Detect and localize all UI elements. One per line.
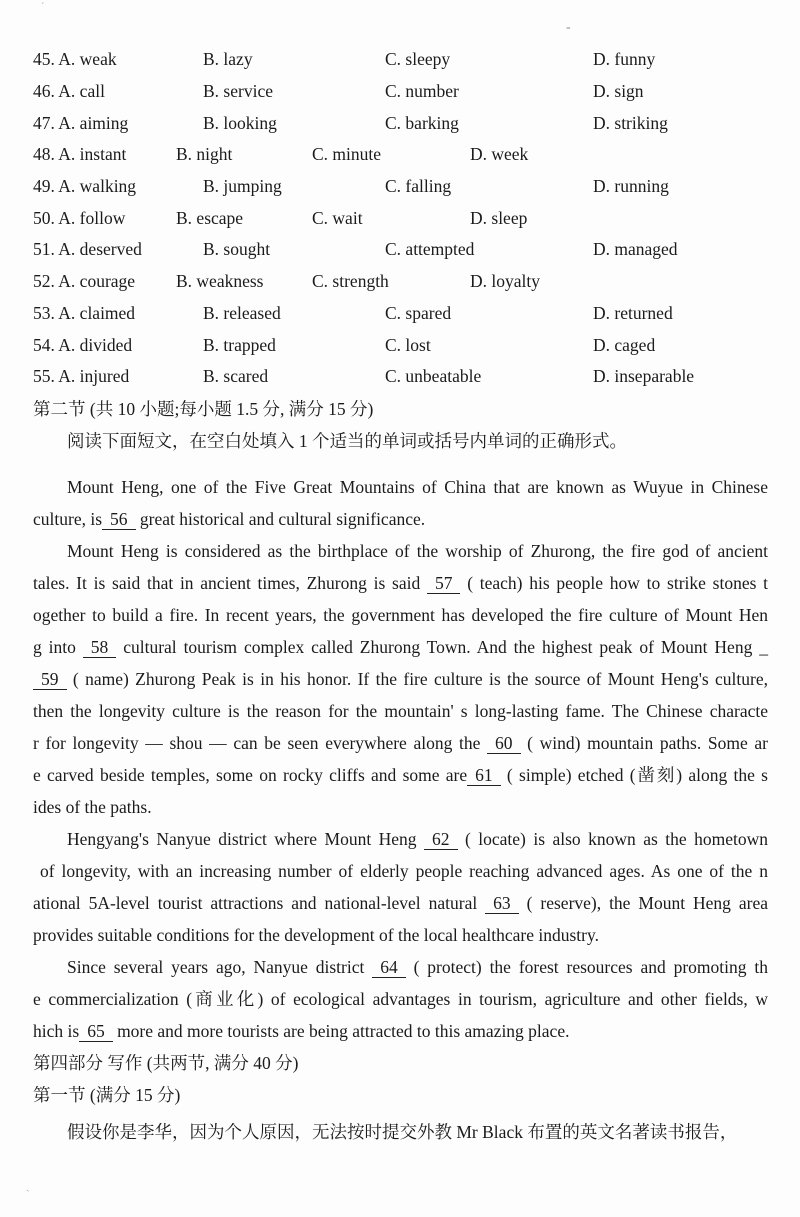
option-cell: B. lazy bbox=[203, 49, 253, 70]
option-cell: 45. A. weak bbox=[33, 49, 117, 70]
passage-line: Since several years ago, Nanyue district 64 ( protect) the forest resources and promoting th bbox=[67, 956, 769, 977]
passage-line: provides suitable conditions for the development of the local healthcare industry. bbox=[33, 924, 599, 945]
passage-line: e carved beside temples, some on rocky cliffs and some are 61 ( simple) etched (凿刻) along the s bbox=[33, 764, 768, 785]
passage-line: ides of the paths. bbox=[33, 796, 152, 817]
section2-instruction: 阅读下面短文，在空白处填入 1 个适当的单词或括号内单词的正确形式。 bbox=[67, 430, 627, 451]
options-grid bbox=[33, 44, 768, 393]
option-cell: 47. A. aiming bbox=[33, 112, 129, 133]
option-cell: C. barking bbox=[385, 112, 459, 133]
section4-heading: 第四部分 写作 (共两节, 满分 40 分) bbox=[33, 1052, 299, 1073]
option-cell: B. scared bbox=[203, 366, 269, 387]
option-cell: 51. A. deserved bbox=[33, 239, 142, 260]
passage-line: of longevity, with an increasing number of elderly people reaching advanced ages. As one of the n bbox=[40, 860, 768, 881]
scan-artifact-bottom-left: ˏ bbox=[26, 1180, 30, 1192]
option-cell: 48. A. instant bbox=[33, 144, 127, 165]
option-cell: C. spared bbox=[385, 302, 452, 323]
passage-line: ational 5A-level tourist attractions and national-level natural 63 ( reserve), the Mount Heng area bbox=[33, 892, 768, 913]
option-row bbox=[33, 44, 768, 76]
scan-artifact-top-right: - bbox=[566, 20, 572, 35]
passage-line: then the longevity culture is the reason for the mountain' s long-lasting fame. The Chinese characte bbox=[33, 700, 768, 721]
passage-line: Mount Heng, one of the Five Great Mountains of China that are known as Wuyue in Chinese bbox=[67, 476, 768, 497]
section4-sub-heading: 第一节 (满分 15 分) bbox=[33, 1084, 181, 1105]
passage-line: tales. It is said that in ancient times, Zhurong is said 57 ( teach) his people how to strike stones t bbox=[33, 572, 768, 593]
option-cell: C. sleepy bbox=[385, 49, 451, 70]
passage-line: r for longevity — shou — can be seen everywhere along the 60 ( wind) mountain paths. Some ar bbox=[33, 732, 768, 753]
blank-57: 57 bbox=[427, 573, 461, 594]
option-row bbox=[33, 234, 768, 266]
section2-heading: 第二节 (共 10 小题;每小题 1.5 分, 满分 15 分) bbox=[33, 398, 374, 419]
option-cell: 50. A. follow bbox=[33, 207, 126, 228]
passage-line: g into 58 cultural tourism complex called Zhurong Town. And the highest peak of Mount Heng _ bbox=[33, 636, 768, 657]
blank-61: 61 bbox=[467, 765, 501, 786]
option-cell: 55. A. injured bbox=[33, 366, 130, 387]
passage-line: ogether to build a fire. In recent years, the government has developed the fire culture of Mount Hen bbox=[33, 604, 768, 625]
option-cell: C. number bbox=[385, 81, 459, 102]
option-cell: C. wait bbox=[312, 207, 363, 228]
option-cell: D. caged bbox=[593, 334, 656, 355]
passage-line: e commercialization (商业化) of ecological advantages in tourism, agriculture and other fields, w bbox=[33, 988, 768, 1009]
passage-line: 59 ( name) Zhurong Peak is in his honor. If the fire culture is the source of Mount Heng's culture, bbox=[33, 663, 768, 695]
option-cell: B. service bbox=[203, 81, 273, 102]
writing-prompt-line: 假设你是李华，因为个人原因，无法按时提交外教 Mr Black 布置的英文名著读书报告， bbox=[67, 1121, 738, 1142]
option-cell: D. sleep bbox=[470, 207, 528, 228]
blank-65: 65 bbox=[79, 1021, 113, 1042]
option-row bbox=[33, 107, 768, 139]
option-cell: 54. A. divided bbox=[33, 334, 133, 355]
option-cell: 49. A. walking bbox=[33, 176, 137, 197]
option-cell: C. falling bbox=[385, 176, 452, 197]
option-cell: 52. A. courage bbox=[33, 271, 136, 292]
option-cell: D. funny bbox=[593, 49, 656, 70]
option-cell: C. unbeatable bbox=[385, 366, 482, 387]
passage-line: Hengyang's Nanyue district where Mount Heng 62 ( locate) is also known as the hometown bbox=[67, 828, 768, 849]
option-cell: C. lost bbox=[385, 334, 431, 355]
option-cell: B. released bbox=[203, 302, 281, 323]
blank-59: 59 bbox=[33, 669, 67, 690]
blank-60: 60 bbox=[487, 733, 521, 754]
blank-56: 56 bbox=[102, 509, 136, 530]
passage-line: culture, is 56 great historical and cultural significance. bbox=[33, 508, 426, 529]
option-row bbox=[33, 76, 768, 108]
option-row bbox=[33, 361, 768, 393]
option-cell: D. loyalty bbox=[470, 271, 540, 292]
option-cell: B. escape bbox=[176, 207, 244, 228]
option-cell: C. strength bbox=[312, 271, 389, 292]
option-cell: D. managed bbox=[593, 239, 678, 260]
option-cell: D. returned bbox=[593, 302, 673, 323]
blank-58: 58 bbox=[83, 637, 117, 658]
option-row bbox=[33, 139, 768, 171]
option-cell: B. trapped bbox=[203, 334, 276, 355]
option-cell: D. week bbox=[470, 144, 529, 165]
scan-artifact-top-left: ˊ bbox=[41, 2, 45, 13]
option-row bbox=[33, 266, 768, 298]
option-cell: 46. A. call bbox=[33, 81, 105, 102]
passage-line: Mount Heng is considered as the birthplace of the worship of Zhurong, the fire god of ancient bbox=[67, 540, 768, 561]
blank-64: 64 bbox=[372, 957, 406, 978]
option-row bbox=[33, 202, 768, 234]
option-cell: B. weakness bbox=[176, 271, 264, 292]
blank-63: 63 bbox=[485, 893, 519, 914]
option-cell: 53. A. claimed bbox=[33, 302, 136, 323]
passage-line: hich is 65 more and more tourists are being attracted to this amazing place. bbox=[33, 1020, 570, 1041]
option-row bbox=[33, 298, 768, 330]
option-row bbox=[33, 171, 768, 203]
option-cell: B. sought bbox=[203, 239, 271, 260]
option-cell: D. running bbox=[593, 176, 669, 197]
option-row bbox=[33, 329, 768, 361]
option-cell: D. sign bbox=[593, 81, 644, 102]
option-cell: B. night bbox=[176, 144, 233, 165]
option-cell: D. inseparable bbox=[593, 366, 695, 387]
option-cell: C. minute bbox=[312, 144, 382, 165]
cloze-passage bbox=[33, 471, 768, 1047]
option-cell: D. striking bbox=[593, 112, 668, 133]
option-cell: B. looking bbox=[203, 112, 277, 133]
option-cell: C. attempted bbox=[385, 239, 475, 260]
blank-62: 62 bbox=[424, 829, 458, 850]
option-cell: B. jumping bbox=[203, 176, 282, 197]
